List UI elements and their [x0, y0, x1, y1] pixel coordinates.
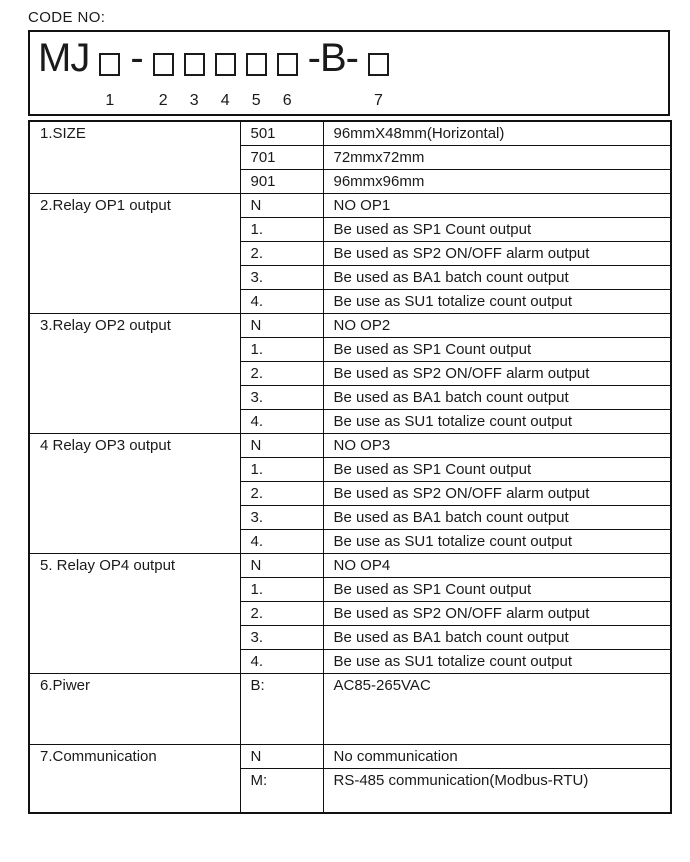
code-fixed-text: -B- — [307, 36, 358, 80]
code-text-segment — [130, 36, 143, 110]
placeholder-box-icon — [99, 53, 120, 76]
code-position-6 — [277, 39, 298, 110]
option-description: Be used as SP1 Count output — [323, 457, 671, 481]
option-code: 4. — [240, 289, 323, 313]
option-code: 3. — [240, 625, 323, 649]
code-placeholder — [184, 39, 205, 77]
option-code: 3. — [240, 505, 323, 529]
code-fixed-text: - — [130, 36, 143, 80]
option-description: Be used as SP1 Count output — [323, 337, 671, 361]
option-description: Be used as SP2 ON/OFF alarm output — [323, 481, 671, 505]
option-description: 96mmx96mm — [323, 169, 671, 193]
option-code: 501 — [240, 121, 323, 145]
option-code: N — [240, 433, 323, 457]
option-code: 2. — [240, 601, 323, 625]
option-code: 2. — [240, 361, 323, 385]
position-number — [61, 92, 65, 110]
section-label: 3.Relay OP2 output — [29, 313, 240, 433]
option-description: Be used as BA1 batch count output — [323, 505, 671, 529]
option-description: 96mmX48mm(Horizontal) — [323, 121, 671, 145]
position-number: 7 — [374, 92, 383, 109]
option-description: 72mmx72mm — [323, 145, 671, 169]
code-placeholder — [368, 39, 389, 77]
option-description: Be use as SU1 totalize count output — [323, 529, 671, 553]
section-label: 5. Relay OP4 output — [29, 553, 240, 673]
option-code: N — [240, 193, 323, 217]
code-text-segment — [38, 36, 90, 110]
option-description: Be use as SU1 totalize count output — [323, 409, 671, 433]
table-row — [29, 313, 671, 337]
code-no-label: CODE NO: — [28, 9, 106, 26]
option-description: Be use as SU1 totalize count output — [323, 649, 671, 673]
option-code: 901 — [240, 169, 323, 193]
option-code: N — [240, 313, 323, 337]
code-table — [28, 120, 672, 814]
section-label: 1.SIZE — [29, 121, 240, 193]
option-description: Be use as SU1 totalize count output — [323, 289, 671, 313]
option-description: Be used as BA1 batch count output — [323, 265, 671, 289]
position-number — [331, 92, 335, 110]
position-number: 1 — [105, 92, 115, 109]
code-position-7 — [368, 39, 389, 110]
section-label: 4 Relay OP3 output — [29, 433, 240, 553]
code-placeholder — [99, 39, 120, 77]
option-description: NO OP3 — [323, 433, 671, 457]
code-format-box — [28, 30, 670, 116]
code-fixed-text: MJ — [38, 36, 90, 80]
position-number: 2 — [158, 92, 168, 109]
section-label: 2.Relay OP1 output — [29, 193, 240, 313]
code-table-body — [29, 121, 671, 813]
code-placeholder — [153, 39, 174, 77]
option-description: AC85-265VAC — [323, 673, 671, 744]
option-description: NO OP1 — [323, 193, 671, 217]
code-format — [38, 36, 668, 110]
option-code: 2. — [240, 241, 323, 265]
section-label: 6.Piwer — [29, 673, 240, 744]
option-description: Be used as SP1 Count output — [323, 577, 671, 601]
code-position-1 — [99, 39, 120, 110]
code-placeholder — [277, 39, 298, 77]
code-position-4 — [215, 39, 236, 110]
code-placeholder — [246, 39, 267, 77]
table-row — [29, 433, 671, 457]
option-code: 4. — [240, 409, 323, 433]
option-code: 1. — [240, 577, 323, 601]
table-row — [29, 744, 671, 768]
code-position-3 — [184, 39, 205, 110]
placeholder-box-icon — [277, 53, 298, 76]
table-row — [29, 193, 671, 217]
position-number: 4 — [220, 92, 230, 109]
placeholder-box-icon — [246, 53, 267, 76]
option-code: 4. — [240, 649, 323, 673]
placeholder-box-icon — [184, 53, 205, 76]
option-description: Be used as SP2 ON/OFF alarm output — [323, 361, 671, 385]
option-code: N — [240, 744, 323, 768]
option-description: NO OP2 — [323, 313, 671, 337]
position-number: 6 — [282, 92, 292, 109]
code-position-5 — [246, 39, 267, 110]
placeholder-box-icon — [215, 53, 236, 76]
option-description: Be used as BA1 batch count output — [323, 625, 671, 649]
option-code: 4. — [240, 529, 323, 553]
option-code: 701 — [240, 145, 323, 169]
option-code: 1. — [240, 457, 323, 481]
option-description: Be used as BA1 batch count output — [323, 385, 671, 409]
option-description: No communication — [323, 744, 671, 768]
option-code: N — [240, 553, 323, 577]
code-text-segment — [307, 36, 358, 110]
option-code: 3. — [240, 265, 323, 289]
option-description: Be used as SP2 ON/OFF alarm output — [323, 241, 671, 265]
option-code: 1. — [240, 217, 323, 241]
code-placeholder — [215, 39, 236, 77]
position-number: 5 — [251, 92, 261, 109]
table-row — [29, 121, 671, 145]
placeholder-box-icon — [153, 53, 174, 76]
position-number: 3 — [189, 92, 199, 109]
option-code: B: — [240, 673, 323, 744]
option-code: M: — [240, 768, 323, 813]
option-code: 3. — [240, 385, 323, 409]
option-description: NO OP4 — [323, 553, 671, 577]
placeholder-box-icon — [368, 53, 389, 76]
position-number — [134, 92, 138, 110]
option-code: 1. — [240, 337, 323, 361]
option-description: RS-485 communication(Modbus-RTU) — [323, 768, 671, 813]
code-position-2 — [153, 39, 174, 110]
option-code: 2. — [240, 481, 323, 505]
section-label: 7.Communication — [29, 744, 240, 813]
option-description: Be used as SP1 Count output — [323, 217, 671, 241]
table-row — [29, 673, 671, 744]
table-row — [29, 553, 671, 577]
option-description: Be used as SP2 ON/OFF alarm output — [323, 601, 671, 625]
